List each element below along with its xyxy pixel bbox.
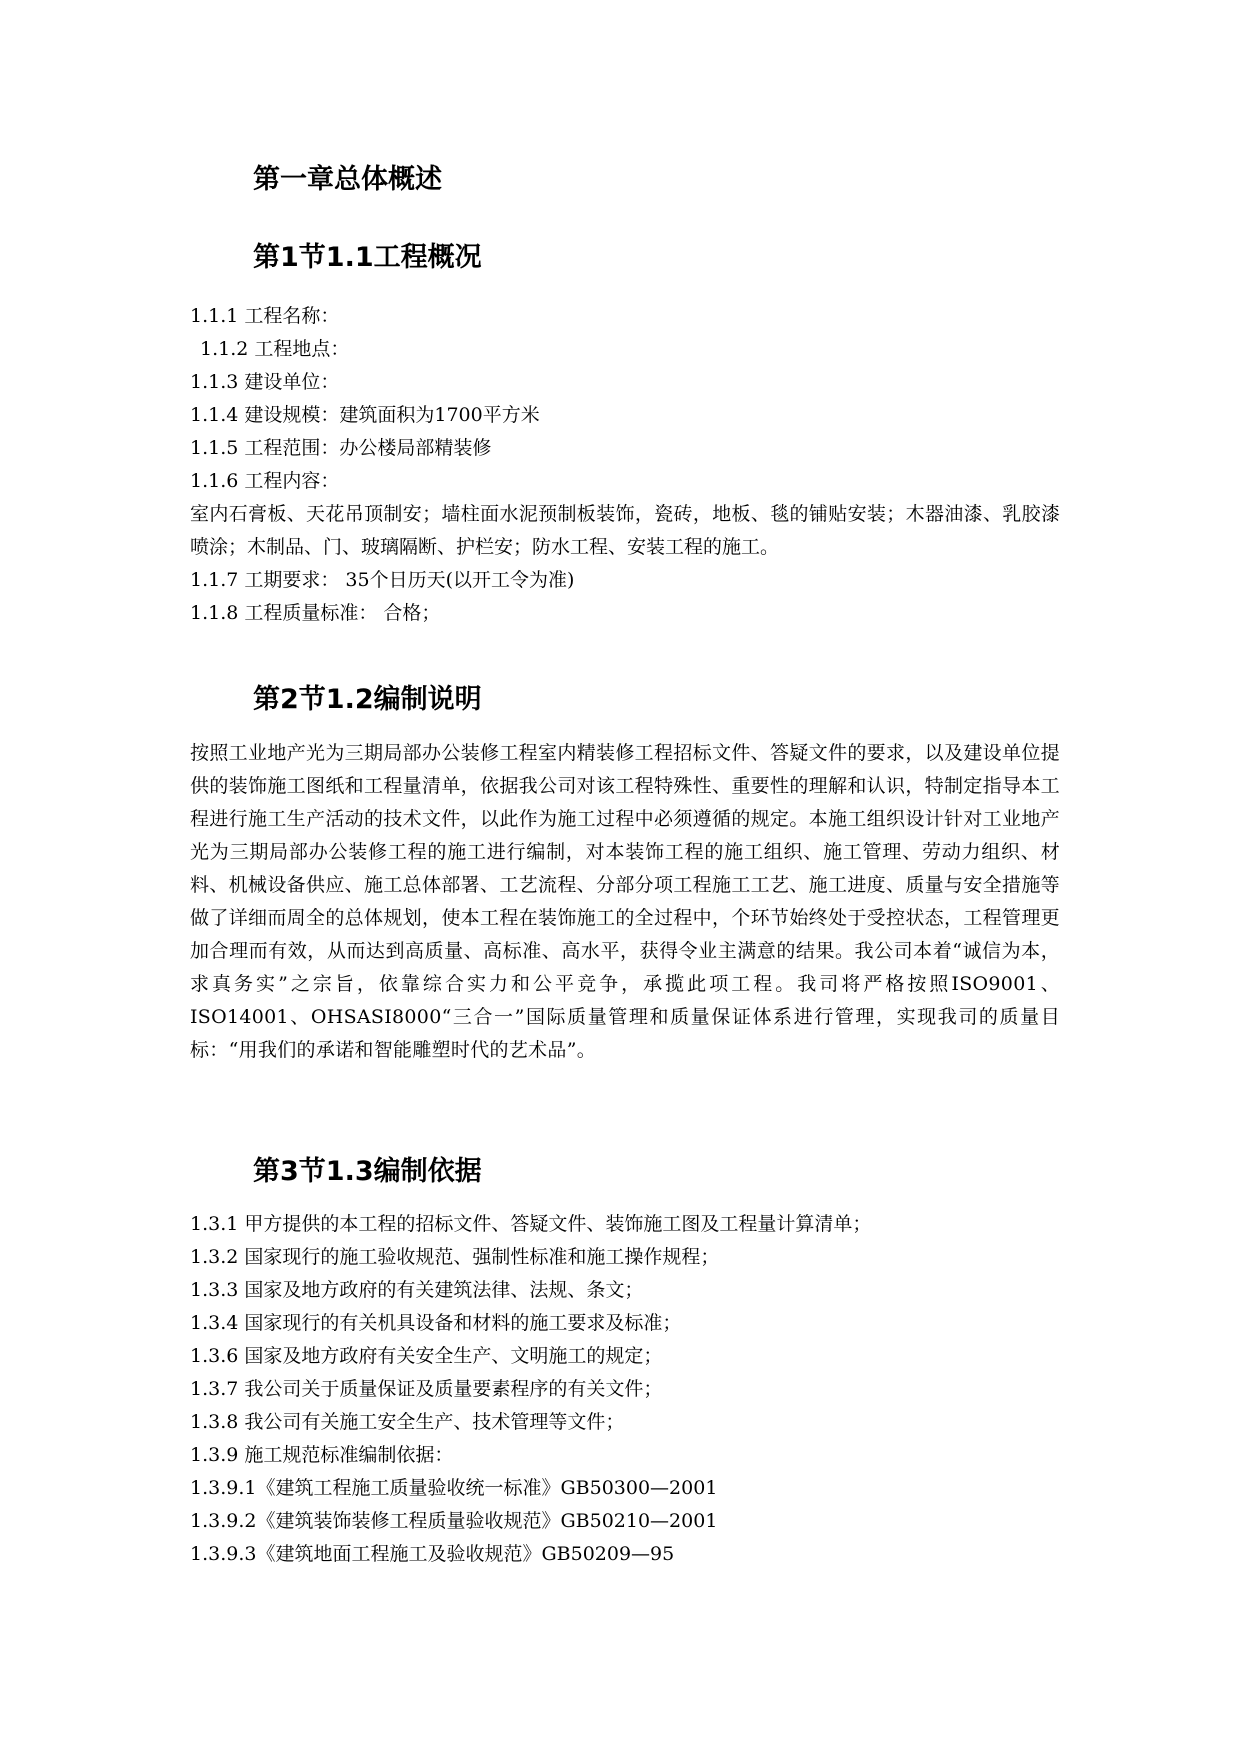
list-item: 1.3.8 我公司有关施工安全生产、技术管理等文件； bbox=[190, 1411, 625, 1433]
list-item: 1.1.6 工程内容： bbox=[190, 470, 340, 492]
list-item: 1.3.9 施工规范标准编制依据： bbox=[190, 1444, 454, 1466]
list-item: 1.3.9.3《建筑地面工程施工及验收规范》GB50209—95 bbox=[190, 1543, 675, 1565]
list-item: 1.1.8 工程质量标准： 合格； bbox=[190, 602, 441, 624]
list-item: 1.1.5 工程范围：办公楼局部精装修 bbox=[190, 437, 492, 459]
compilation-description bbox=[190, 737, 1060, 1067]
list-item: 1.3.9.2《建筑装饰装修工程质量验收规范》GB50210—2001 bbox=[190, 1510, 718, 1532]
list-item: 1.1.4 建设规模：建筑面积为1700平方米 bbox=[190, 404, 540, 426]
list-item: 1.1.3 建设单位： bbox=[190, 371, 340, 393]
chapter-title: 第一章总体概述 bbox=[253, 164, 442, 195]
section-title-1-2: 第2节1.2编制说明 bbox=[253, 684, 482, 715]
section-title-1-3: 第3节1.3编制依据 bbox=[253, 1156, 482, 1187]
project-overview-list bbox=[190, 300, 1060, 630]
body-paragraph: 按照工业地产光为三期局部办公装修工程室内精装修工程招标文件、答疑文件的要求，以及建设单位提供的装饰施工图纸和工程量清单，依据我公司对该工程特殊性、重要性的理解和认识，特制定指导本工程进行施工生产活动的技术文件，以此作为施工过程中必须遵循的规定。本施工组织设计针对工业地产光为三期局部办公装修工程的施工进行编制，对本装饰工程的施工组织、施工管理、劳动力组织、材料、机械设备供应、施工总体部署、工艺流程、分部分项工程施工工艺、施工进度、质量与安全措施等做了详细而周全的总体规划，使本工程在装饰施工的全过程中，个环节始终处于受控状态，工程管理更加合理而有效，从而达到高质量、高标准、高水平，获得令业主满意的结果。我公司本着“诚信为本，求真务实”之宗旨，依靠综合实力和公平竞争，承揽此项工程。我司将严格按照ISO9001、ISO14001、OHSASI8000“三合一”国际质量管理和质量保证体系进行管理，实现我司的质量目标：“用我们的承诺和智能雕塑时代的艺术品”。 bbox=[190, 742, 1060, 1061]
list-item: 1.3.2 国家现行的施工验收规范、强制性标准和施工操作规程； bbox=[190, 1246, 720, 1268]
compilation-basis-list bbox=[190, 1208, 1060, 1571]
list-item: 1.3.4 国家现行的有关机具设备和材料的施工要求及标准； bbox=[190, 1312, 682, 1334]
list-item: 1.3.7 我公司关于质量保证及质量要素程序的有关文件； bbox=[190, 1378, 663, 1400]
list-item: 1.3.6 国家及地方政府有关安全生产、文明施工的规定； bbox=[190, 1345, 663, 1367]
list-item: 1.1.7 工期要求： 35个日历天(以开工令为准) bbox=[190, 569, 575, 591]
list-item-content-description: 室内石膏板、天花吊顶制安；墙柱面水泥预制板装饰，瓷砖，地板、毯的铺贴安装；木器油漆、乳胶漆喷涂；木制品、门、玻璃隔断、护栏安；防水工程、安装工程的施工。 bbox=[190, 503, 1060, 558]
list-item: 1.1.2 工程地点： bbox=[200, 338, 350, 360]
list-item: 1.3.9.1《建筑工程施工质量验收统一标准》GB50300—2001 bbox=[190, 1477, 718, 1499]
list-item: 1.3.3 国家及地方政府的有关建筑法律、法规、条文； bbox=[190, 1279, 644, 1301]
list-item: 1.3.1 甲方提供的本工程的招标文件、答疑文件、装饰施工图及工程量计算清单； bbox=[190, 1213, 872, 1235]
list-item: 1.1.1 工程名称： bbox=[190, 305, 340, 327]
section-title-1-1: 第1节1.1工程概况 bbox=[253, 242, 482, 273]
